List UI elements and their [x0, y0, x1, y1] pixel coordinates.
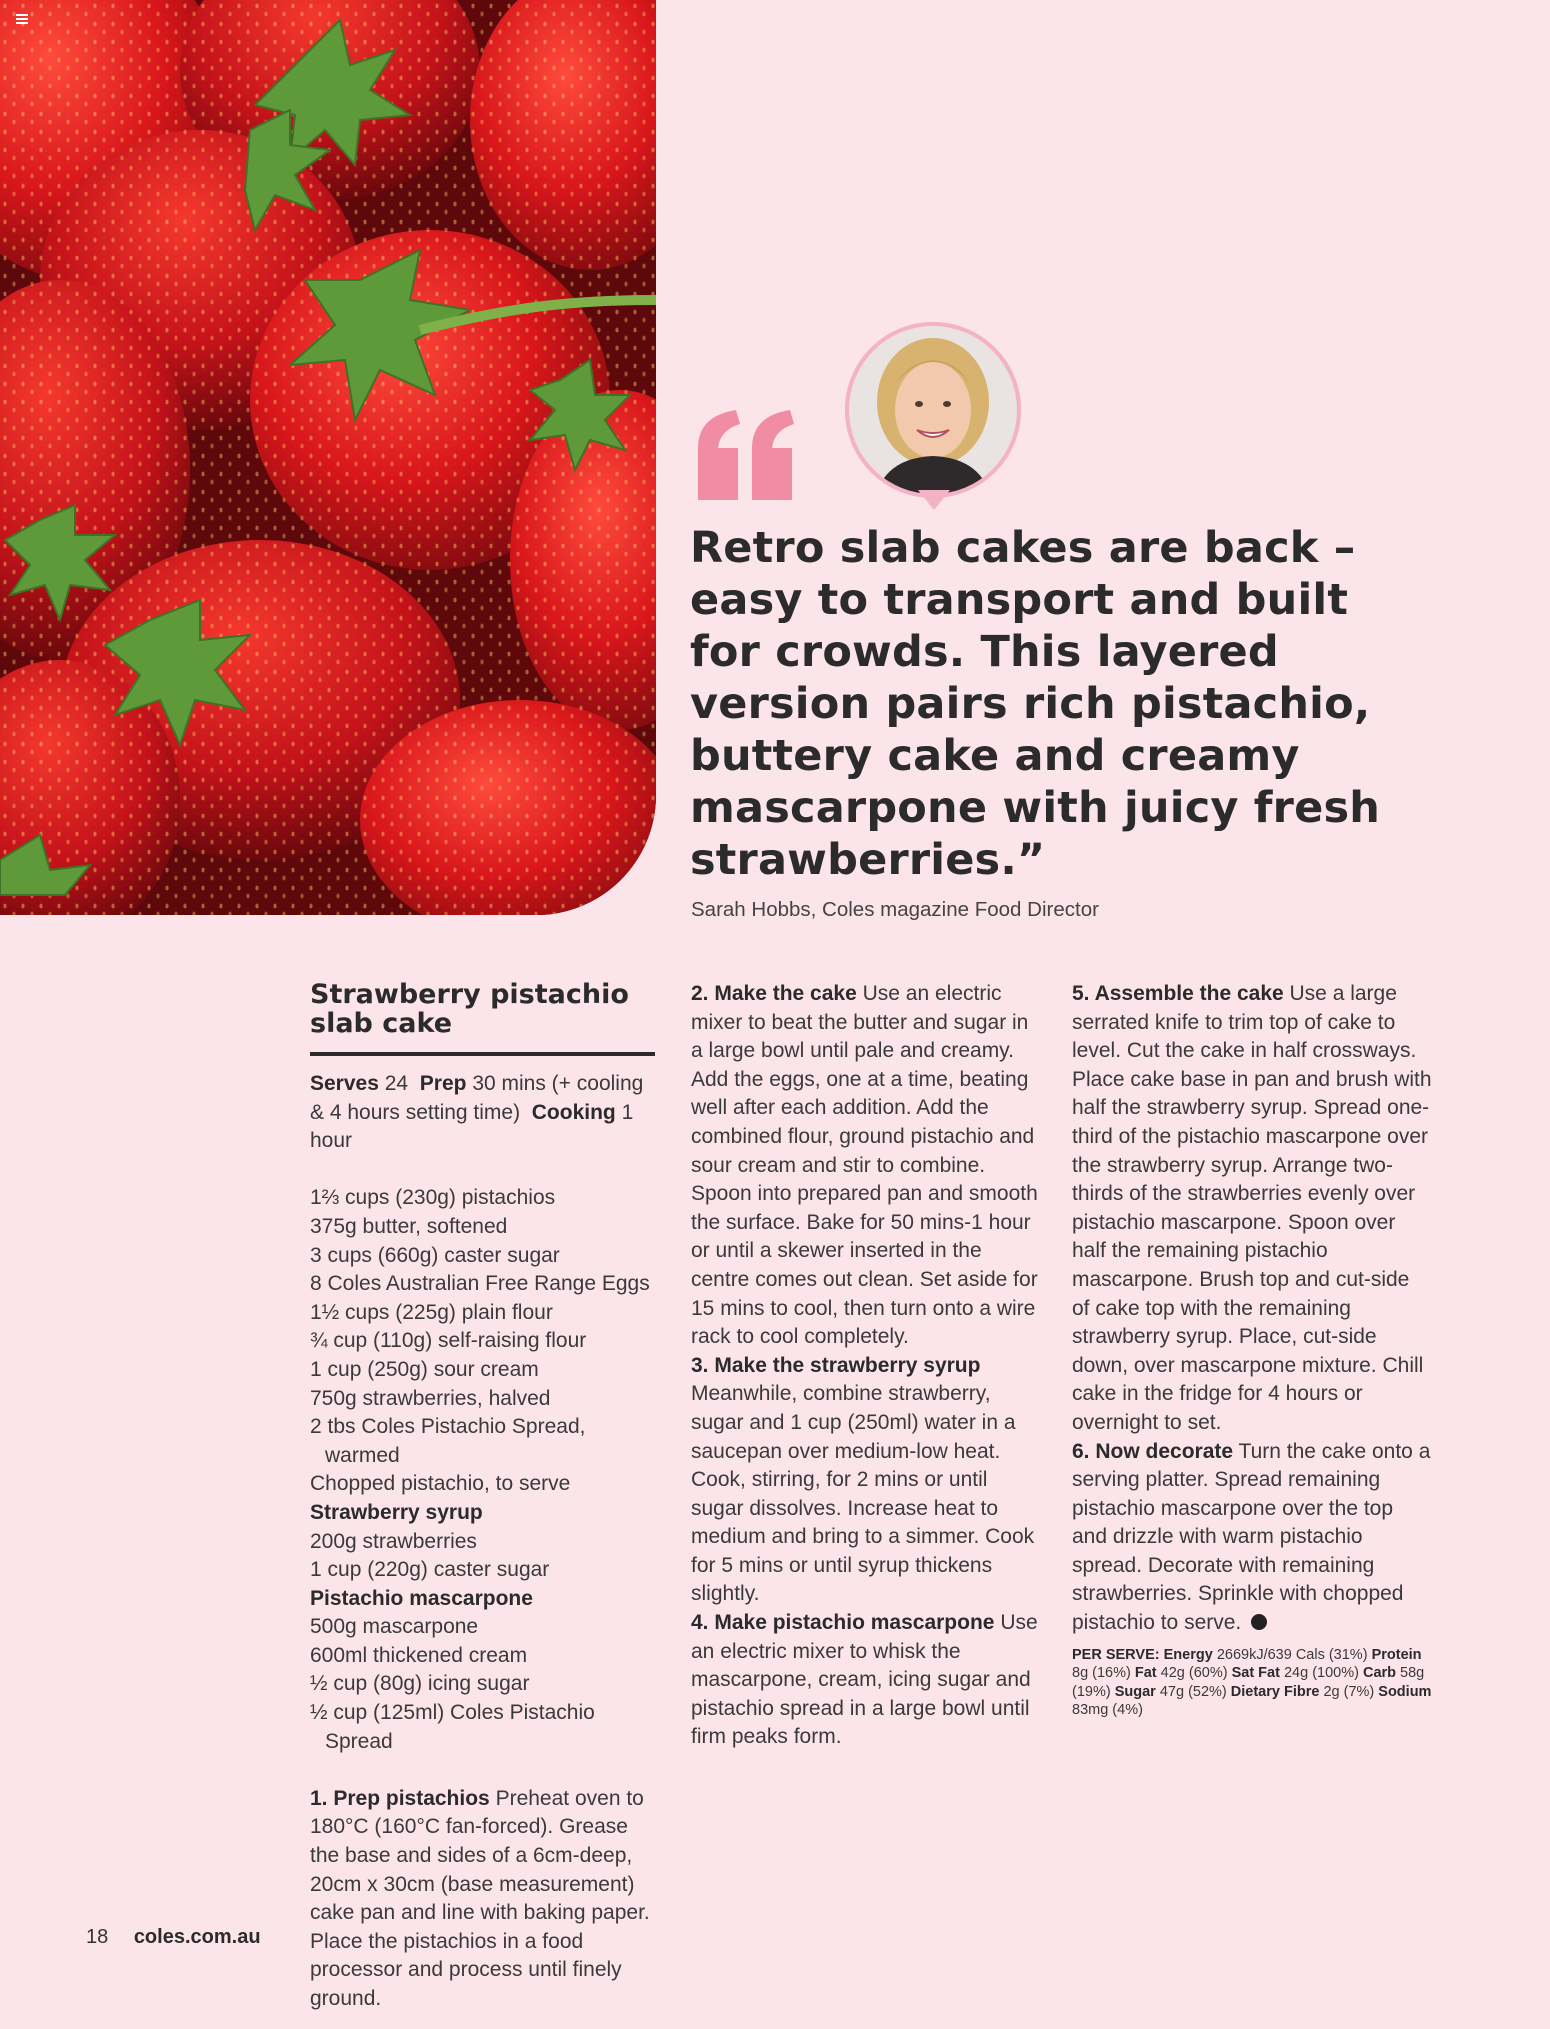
nutrition-info: PER SERVE: Energy 2669kJ/639 Cals (31%) Protein 8g (16%) Fat 42g (60%) Sat Fat 24g (100%) Carb 58g (19%) Sugar 47g (52%) Dietary Fibre 2g (7%) Sodium 83mg (4%)	[1072, 1646, 1432, 1719]
ingredient: 500g mascarpone	[310, 1615, 479, 1639]
page-number: 18	[86, 1926, 109, 1948]
avatar-pointer	[918, 490, 950, 510]
page-footer	[86, 1926, 261, 1949]
method-step-4: 4. Make pistachio mascarpone Use an electric mixer to whisk the mascarpone, cream, icing sugar and pistachio spread in a large bowl until firm peaks form.	[691, 1611, 1038, 1749]
mascarpone-heading: Pistachio mascarpone	[310, 1586, 533, 1610]
ingredient: 1 cup (250g) sour cream	[310, 1357, 539, 1381]
menu-icon[interactable]	[16, 14, 28, 24]
recipe-column-3	[1072, 980, 1432, 1720]
title-divider	[310, 1052, 655, 1056]
author-avatar	[845, 322, 1021, 498]
syrup-heading: Strawberry syrup	[310, 1500, 483, 1524]
ingredient: 375g butter, softened	[310, 1214, 508, 1238]
recipe-title: Strawberry pistachio slab cake	[310, 979, 629, 1039]
method-step-2: 2. Make the cake Use an electric mixer to beat the butter and sugar in a large bowl until pale and creamy. Add the eggs, one at a time, beating well after each addition. Add the combined flour, ground pistachio and sour cream and stir to combine. Spoon into prepared pan and smooth the surface. Bake for 50 mins-1 hour or until a skewer inserted in the centre comes out clean. Set aside for 15 mins to cool, then turn onto a wire rack to cool completely.	[691, 982, 1038, 1349]
method-step-6: 6. Now decorate Turn the cake onto a serving platter. Spread remaining pistachio mascarpone over the top and drizzle with warm pistachio spread. Decorate with remaining strawberries. Sprinkle with chopped pistachio to serve.	[1072, 1439, 1431, 1635]
quote-attribution: Sarah Hobbs, Coles magazine Food Director	[691, 898, 1099, 921]
method-step-5: 5. Assemble the cake Use a large serrated knife to trim top of cake to level. Cut the cake in half crossways. Place cake base in pan and brush with half the strawberry syrup. Spread one-third of the pistachio mascarpone over the strawberry syrup. Arrange two-thirds of the strawberries evenly over pistachio mascarpone. Spoon over half the remaining pistachio mascarpone. Brush top and cut-side of cake top with the remaining strawberry syrup. Place, cut-side down, over mascarpone mixture. Chill cake in the fridge for 4 hours or overnight to set.	[1072, 982, 1432, 1434]
strawberries-photo	[0, 0, 656, 915]
ingredient: ¾ cup (110g) self-raising flour	[310, 1329, 587, 1353]
ingredient: 2 tbs Coles Pistachio Spread, warmed	[310, 1415, 586, 1467]
ingredient: 600ml thickened cream	[310, 1643, 528, 1667]
recipe-column-2	[691, 980, 1041, 1752]
ingredient: 1½ cups (225g) plain flour	[310, 1300, 553, 1324]
ingredients-list	[310, 1184, 655, 1756]
ingredient: 1⅔ cups (230g) pistachios	[310, 1186, 556, 1210]
ingredient: 750g strawberries, halved	[310, 1386, 551, 1410]
method-step-1: 1. Prep pistachios Preheat oven to 180°C (160°C fan-forced). Grease the base and sides of a 6cm-deep, 20cm x 30cm (base measurement) cake pan and line with baking paper. Place the pistachios in a food processor and process until finely ground.	[310, 1786, 650, 2010]
recipe-meta: Serves 24 Prep 30 mins (+ cooling & 4 hours setting time) Cooking 1 hour	[310, 1072, 644, 1153]
method-step-3: 3. Make the strawberry syrup Meanwhile, combine strawberry, sugar and 1 cup (250ml) water in a saucepan over medium-low heat. Cook, stirring, for 2 mins or until sugar dissolves. Increase heat to medium and bring to a simmer. Cook for 5 mins or until syrup thickens slightly.	[691, 1353, 1035, 1606]
recipe-column-1	[310, 980, 655, 2014]
site-link[interactable]: coles.com.au	[133, 1926, 261, 1948]
ingredient: 3 cups (660g) caster sugar	[310, 1243, 560, 1267]
ingredient: Chopped pistachio, to serve	[310, 1472, 571, 1496]
ingredient: 8 Coles Australian Free Range Eggs	[310, 1272, 650, 1296]
ingredient: ½ cup (80g) icing sugar	[310, 1672, 530, 1696]
open-quote-icon	[690, 410, 800, 502]
pull-quote: Retro slab cakes are back – easy to transport and built for crowds. This layered version pairs rich pistachio, buttery cake and creamy mascarpone with juicy fresh strawberries.”	[690, 523, 1381, 885]
end-dot-icon	[1251, 1614, 1267, 1630]
ingredient: 1 cup (220g) caster sugar	[310, 1558, 550, 1582]
ingredient: 200g strawberries	[310, 1529, 477, 1553]
ingredient: ½ cup (125ml) Coles Pistachio Spread	[310, 1701, 595, 1753]
